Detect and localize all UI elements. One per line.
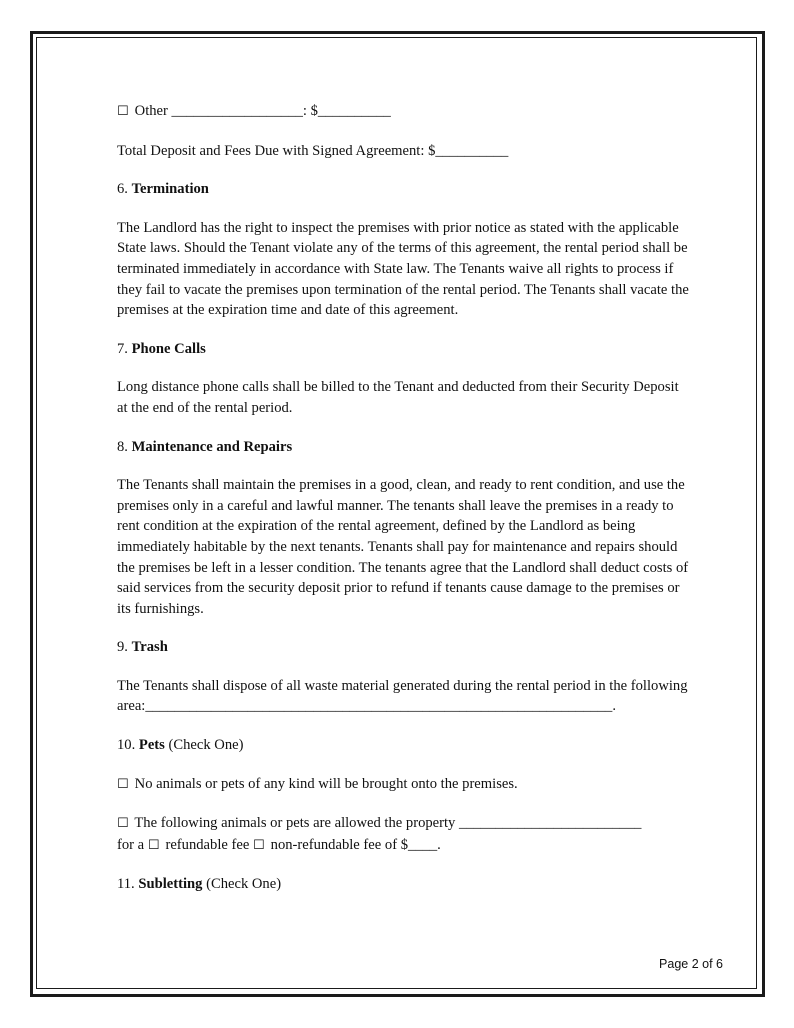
pets-option-allowed <box>117 813 689 856</box>
section-6-title: Termination <box>131 181 209 198</box>
section-7-title: Phone Calls <box>131 340 206 357</box>
document-body <box>117 101 689 913</box>
other-fee-text: Other __________________: $__________ <box>134 103 391 119</box>
section-11-number: 11. <box>117 876 135 893</box>
section-7-number: 7. <box>117 340 128 357</box>
section-8-body: The Tenants shall maintain the premises in a good, clean, and ready to rent condition, and use the premises only in a careful and lawful manner. The tenants shall leave the premises in a ready to rent condition at the expiration of the rental agreement, defined by the Landlord as being immediately habitable by the next tenants. Tenants shall pay for maintenance and repairs should the premises be left in a lesser condition. The tenants agree that the Landlord shall deduct costs of said services from the security deposit prior to refund if tenants cause damage to the premises or its furnishings. <box>117 477 689 617</box>
section-9-body: The Tenants shall dispose of all waste material generated during the rental period in the following area:________________________________________________________________. <box>117 677 688 715</box>
section-11-title: Subletting <box>138 876 203 893</box>
section-10-note: (Check One) <box>168 737 244 754</box>
pets-none-checkbox[interactable]: ☐ <box>117 776 129 792</box>
pets-none-label: No animals or pets of any kind will be brought onto the premises. <box>134 775 518 792</box>
pets-option-none <box>117 774 689 796</box>
section-11-heading <box>117 874 689 895</box>
section-9-heading <box>117 637 689 658</box>
other-fee-checkbox[interactable]: ☐ <box>117 104 129 119</box>
section-10-heading <box>117 735 689 756</box>
pets-refundable-label: refundable fee <box>165 836 250 853</box>
section-6-body: The Landlord has the right to inspect the premises with prior notice as stated with the applicable State laws. Should the Tenant violate any of the terms of this agreement, the rental period shall be terminated immediately in accordance with State law. The Tenants waive all rights to process if they fail to vacate the premises upon termination of the rental period. The Tenants shall vacate the premises at the expiration time and date of this agreement. <box>117 219 689 319</box>
pets-allowed-checkbox[interactable]: ☐ <box>117 816 129 832</box>
other-fee-line <box>117 101 689 123</box>
section-8-heading <box>117 437 689 458</box>
section-6-heading <box>117 179 689 200</box>
section-11-note: (Check One) <box>206 876 282 893</box>
pets-refundable-checkbox[interactable]: ☐ <box>147 837 160 853</box>
pets-fee-for-a: for a <box>117 836 145 853</box>
pets-nonrefundable-label: non-refundable fee of $____. <box>270 836 441 853</box>
section-8-number: 8. <box>117 438 128 455</box>
section-8-title: Maintenance and Repairs <box>131 438 293 455</box>
section-7-heading <box>117 339 689 360</box>
section-10-title: Pets <box>138 737 165 754</box>
section-9-title: Trash <box>131 639 168 656</box>
section-10-number: 10. <box>117 737 136 754</box>
total-deposit-line: Total Deposit and Fees Due with Signed Agreement: $__________ <box>117 142 509 159</box>
section-7-body: Long distance phone calls shall be billed to the Tenant and deducted from their Security Deposit at the end of the rental period. <box>117 379 679 416</box>
section-9-number: 9. <box>117 639 128 656</box>
section-6-number: 6. <box>117 181 128 198</box>
pets-allowed-label: The following animals or pets are allowed the property _________________________ <box>134 815 642 832</box>
page-number: Page 2 of 6 <box>659 957 723 971</box>
pets-nonrefundable-checkbox[interactable]: ☐ <box>252 837 265 853</box>
